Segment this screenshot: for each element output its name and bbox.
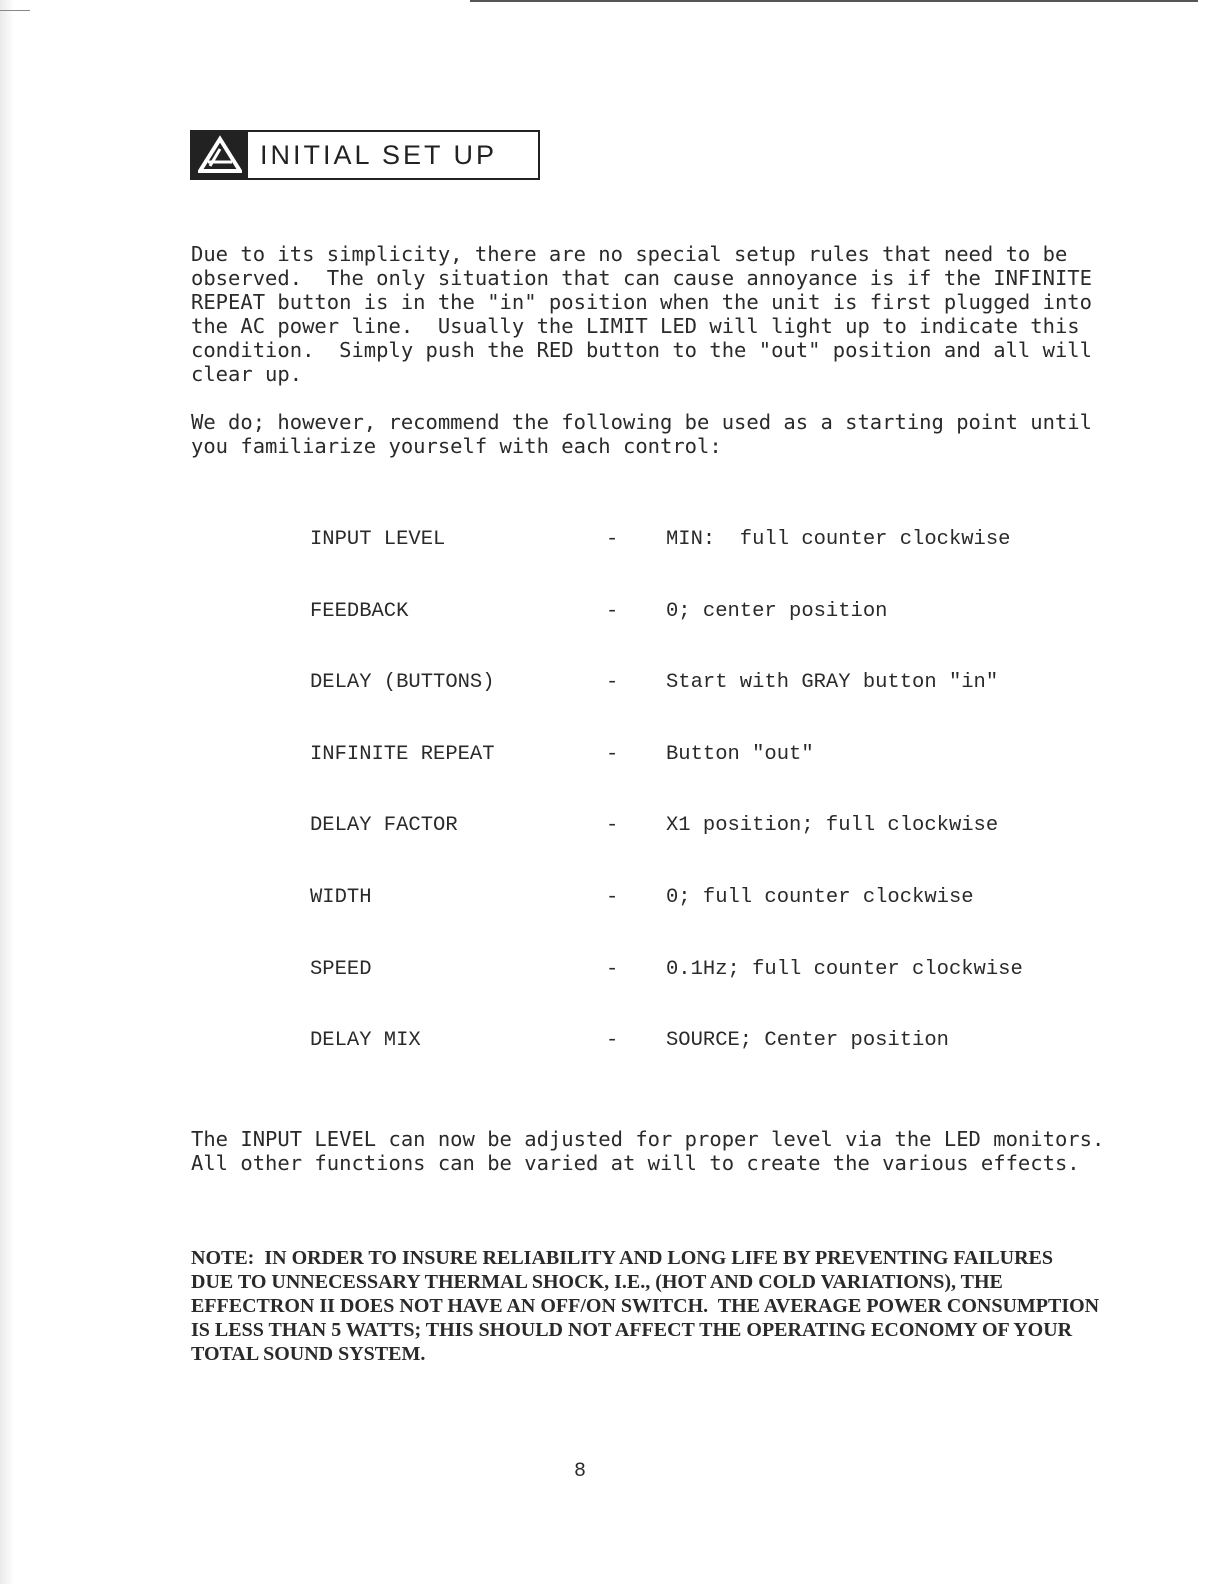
intro-line: clear up. bbox=[191, 362, 303, 386]
intro-line: Due to its simplicity, there are no special setup rules that need to be bbox=[191, 242, 1068, 266]
intro-line: REPEAT button is in the "in" position when the unit is first plugged into bbox=[191, 290, 1092, 314]
setting-value: MIN: full counter clockwise bbox=[666, 528, 1011, 551]
setting-name: FEEDBACK bbox=[310, 600, 409, 623]
setting-name: SPEED bbox=[310, 958, 372, 981]
page-title: INITIAL SET UP bbox=[260, 139, 498, 170]
adjust-line: The INPUT LEVEL can now be adjusted for proper level via the LED monitors. bbox=[191, 1127, 1105, 1151]
setting-dash: - bbox=[606, 671, 619, 694]
setting-name: DELAY MIX bbox=[310, 1029, 421, 1052]
setting-dash: - bbox=[606, 600, 619, 623]
setting-value: X1 position; full clockwise bbox=[666, 814, 999, 837]
scan-corner-mark bbox=[0, 10, 30, 11]
setting-name: INFINITE REPEAT bbox=[310, 743, 495, 766]
setting-name: WIDTH bbox=[310, 886, 372, 909]
setting-value: Button "out" bbox=[666, 743, 814, 766]
setting-dash: - bbox=[606, 528, 619, 551]
intro-paragraph bbox=[191, 242, 1091, 386]
power-note bbox=[191, 1246, 1099, 1366]
note-line: EFFECTRON II DOES NOT HAVE AN OFF/ON SWITCH. THE AVERAGE POWER CONSUMPTION bbox=[191, 1295, 1100, 1317]
setting-dash: - bbox=[606, 743, 619, 766]
setting-dash: - bbox=[606, 958, 619, 981]
setting-value: 0; full counter clockwise bbox=[666, 886, 974, 909]
recommend-line: We do; however, recommend the following be used as a starting point until bbox=[191, 410, 1092, 434]
setting-value: 0; center position bbox=[666, 600, 888, 623]
recommend-line: you familiarize yourself with each control: bbox=[191, 434, 722, 458]
setting-name: DELAY FACTOR bbox=[310, 814, 458, 837]
setting-dash: - bbox=[606, 1029, 619, 1052]
setting-name: DELAY (BUTTONS) bbox=[310, 671, 495, 694]
page-number: 8 bbox=[573, 1460, 586, 1483]
note-line: NOTE: IN ORDER TO INSURE RELIABILITY AND LONG LIFE BY PREVENTING FAILURES bbox=[191, 1247, 1054, 1269]
setting-value: SOURCE; Center position bbox=[666, 1029, 949, 1052]
triangle-logo-icon bbox=[192, 132, 248, 178]
scan-edge-left bbox=[0, 0, 14, 1584]
note-line: DUE TO UNNECESSARY THERMAL SHOCK, I.E., (HOT AND COLD VARIATIONS), THE bbox=[191, 1271, 1003, 1293]
setting-dash: - bbox=[606, 814, 619, 837]
setting-value: Start with GRAY button "in" bbox=[666, 671, 999, 694]
recommend-paragraph bbox=[191, 410, 1091, 458]
note-line: TOTAL SOUND SYSTEM. bbox=[191, 1343, 426, 1365]
setting-value: 0.1Hz; full counter clockwise bbox=[666, 958, 1023, 981]
intro-line: condition. Simply push the RED button to the "out" position and all will bbox=[191, 338, 1092, 362]
note-line: IS LESS THAN 5 WATTS; THIS SHOULD NOT AFFECT THE OPERATING ECONOMY OF YOUR bbox=[191, 1319, 1073, 1341]
section-header bbox=[190, 130, 540, 180]
adjust-line: All other functions can be varied at will to create the various effects. bbox=[191, 1151, 1080, 1175]
setting-name: INPUT LEVEL bbox=[310, 528, 446, 551]
setting-dash: - bbox=[606, 886, 619, 909]
scan-edge-top bbox=[470, 0, 1198, 2]
adjust-paragraph bbox=[191, 1127, 1105, 1175]
intro-line: the AC power line. Usually the LIMIT LED will light up to indicate this bbox=[191, 314, 1080, 338]
intro-line: observed. The only situation that can cause annoyance is if the INFINITE bbox=[191, 266, 1092, 290]
